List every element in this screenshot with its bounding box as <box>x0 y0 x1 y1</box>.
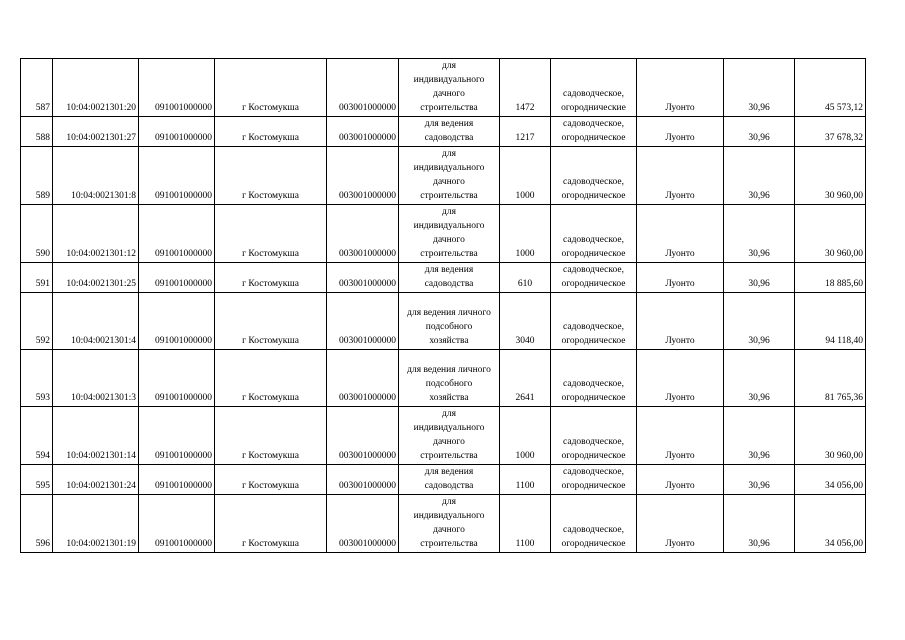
permitted-use-cell <box>399 465 500 495</box>
cadastral-value-cell: 81 765,36 <box>795 350 866 407</box>
rate-cell: 30,96 <box>724 59 795 117</box>
zone-cell: Луонто <box>637 465 724 495</box>
permitted-use-line: садоводства <box>424 279 474 289</box>
rate-cell: 30,96 <box>724 407 795 465</box>
use-category-line: садоводческое, <box>563 467 624 477</box>
use-category-line: садоводческое, <box>563 525 624 535</box>
area-cell: 1000 <box>500 407 551 465</box>
cadastral-value-cell: 34 056,00 <box>795 495 866 553</box>
rate-cell: 30,96 <box>724 205 795 263</box>
row-number-cell: 587 <box>21 59 53 117</box>
permitted-use-cell <box>399 263 500 293</box>
rate-cell: 30,96 <box>724 293 795 350</box>
permitted-use-line: строительства <box>420 191 478 201</box>
zone-cell: Луонто <box>637 117 724 147</box>
row-number-cell: 588 <box>21 117 53 147</box>
row-number-cell: 595 <box>21 465 53 495</box>
permitted-use-cell <box>399 59 500 117</box>
use-category-line: огородническое <box>561 393 626 403</box>
classifier-code-cell: 003001000000 <box>327 465 399 495</box>
use-category-line: садоводческое, <box>563 89 624 99</box>
rate-cell: 30,96 <box>724 465 795 495</box>
cadastral-number-cell: 10:04:0021301:19 <box>53 495 139 553</box>
permitted-use-cell <box>399 407 500 465</box>
use-category-line: огородническое <box>561 249 626 259</box>
use-category-line: садоводческое, <box>563 322 624 332</box>
table-row <box>21 263 866 293</box>
table-row <box>21 117 866 147</box>
locality-cell: г Костомукша <box>215 350 327 407</box>
cadastral-number-cell: 10:04:0021301:24 <box>53 465 139 495</box>
use-category-cell <box>551 117 637 147</box>
locality-cell: г Костомукша <box>215 59 327 117</box>
oktmo-code-cell: 091001000000 <box>139 495 215 553</box>
permitted-use-line: хозяйства <box>429 336 469 346</box>
permitted-use-cell <box>399 147 500 205</box>
table-row <box>21 147 866 205</box>
permitted-use-line: дачного <box>433 437 465 447</box>
cadastral-value-cell: 30 960,00 <box>795 147 866 205</box>
permitted-use-cell <box>399 293 500 350</box>
permitted-use-line: индивидуального <box>413 75 485 85</box>
table-row <box>21 495 866 553</box>
permitted-use-line: индивидуального <box>413 163 485 173</box>
use-category-cell <box>551 495 637 553</box>
use-category-line: огородническое <box>561 451 626 461</box>
permitted-use-line: дачного <box>433 177 465 187</box>
locality-cell: г Костомукша <box>215 495 327 553</box>
use-category-line: огородническое <box>561 133 626 143</box>
rate-cell: 30,96 <box>724 263 795 293</box>
permitted-use-line: дачного <box>433 89 465 99</box>
permitted-use-line: дачного <box>433 235 465 245</box>
table-row <box>21 205 866 263</box>
table-row <box>21 59 866 117</box>
permitted-use-line: для ведения <box>424 467 474 477</box>
use-category-cell <box>551 350 637 407</box>
use-category-cell <box>551 263 637 293</box>
area-cell: 3040 <box>500 293 551 350</box>
cadastral-number-cell: 10:04:0021301:20 <box>53 59 139 117</box>
row-number-cell: 596 <box>21 495 53 553</box>
cadastral-number-cell: 10:04:0021301:14 <box>53 407 139 465</box>
classifier-code-cell: 003001000000 <box>327 495 399 553</box>
locality-cell: г Костомукша <box>215 293 327 350</box>
permitted-use-line: индивидуального <box>413 511 485 521</box>
use-category-cell <box>551 59 637 117</box>
permitted-use-line: строительства <box>420 539 478 549</box>
use-category-line: огородническое <box>561 481 626 491</box>
cadastral-value-cell: 30 960,00 <box>795 407 866 465</box>
locality-cell: г Костомукша <box>215 147 327 205</box>
use-category-cell <box>551 205 637 263</box>
permitted-use-line: для ведения личного <box>407 308 491 318</box>
use-category-line: садоводческое, <box>563 177 624 187</box>
use-category-cell <box>551 407 637 465</box>
row-number-cell: 590 <box>21 205 53 263</box>
table-body <box>21 59 866 553</box>
oktmo-code-cell: 091001000000 <box>139 147 215 205</box>
area-cell: 1000 <box>500 147 551 205</box>
cadastral-number-cell: 10:04:0021301:27 <box>53 117 139 147</box>
permitted-use-line: индивидуального <box>413 221 485 231</box>
row-number-cell: 594 <box>21 407 53 465</box>
area-cell: 610 <box>500 263 551 293</box>
area-cell: 1100 <box>500 495 551 553</box>
classifier-code-cell: 003001000000 <box>327 147 399 205</box>
permitted-use-line: для ведения <box>424 119 474 129</box>
classifier-code-cell: 003001000000 <box>327 117 399 147</box>
rate-cell: 30,96 <box>724 147 795 205</box>
oktmo-code-cell: 091001000000 <box>139 465 215 495</box>
use-category-cell <box>551 147 637 205</box>
permitted-use-line: дачного <box>433 525 465 535</box>
oktmo-code-cell: 091001000000 <box>139 407 215 465</box>
permitted-use-line: для <box>442 61 456 71</box>
classifier-code-cell: 003001000000 <box>327 205 399 263</box>
table-row <box>21 407 866 465</box>
oktmo-code-cell: 091001000000 <box>139 350 215 407</box>
rate-cell: 30,96 <box>724 495 795 553</box>
permitted-use-cell <box>399 117 500 147</box>
use-category-line: садоводческое, <box>563 265 624 275</box>
permitted-use-line: подсобного <box>425 379 473 389</box>
oktmo-code-cell: 091001000000 <box>139 117 215 147</box>
rate-cell: 30,96 <box>724 117 795 147</box>
area-cell: 1217 <box>500 117 551 147</box>
locality-cell: г Костомукша <box>215 407 327 465</box>
classifier-code-cell: 003001000000 <box>327 59 399 117</box>
classifier-code-cell: 003001000000 <box>327 263 399 293</box>
zone-cell: Луонто <box>637 59 724 117</box>
cadastral-number-cell: 10:04:0021301:12 <box>53 205 139 263</box>
permitted-use-line: строительства <box>420 249 478 259</box>
classifier-code-cell: 003001000000 <box>327 293 399 350</box>
use-category-line: огородническое <box>561 539 626 549</box>
zone-cell: Луонто <box>637 205 724 263</box>
row-number-cell: 593 <box>21 350 53 407</box>
cadastral-value-cell: 18 885,60 <box>795 263 866 293</box>
permitted-use-line: хозяйства <box>429 393 469 403</box>
use-category-line: огородническое <box>561 279 626 289</box>
permitted-use-line: для ведения <box>424 265 474 275</box>
locality-cell: г Костомукша <box>215 205 327 263</box>
locality-cell: г Костомукша <box>215 117 327 147</box>
use-category-line: огороднические <box>561 103 626 113</box>
permitted-use-line: для ведения личного <box>407 365 491 375</box>
permitted-use-line: садоводства <box>424 133 474 143</box>
area-cell: 1000 <box>500 205 551 263</box>
permitted-use-cell <box>399 495 500 553</box>
oktmo-code-cell: 091001000000 <box>139 59 215 117</box>
permitted-use-cell <box>399 350 500 407</box>
permitted-use-line: индивидуального <box>413 423 485 433</box>
land-plot-registry-table <box>20 58 866 553</box>
permitted-use-line: строительства <box>420 103 478 113</box>
permitted-use-line: подсобного <box>425 322 473 332</box>
oktmo-code-cell: 091001000000 <box>139 293 215 350</box>
cadastral-value-cell: 45 573,12 <box>795 59 866 117</box>
use-category-cell <box>551 465 637 495</box>
permitted-use-cell <box>399 205 500 263</box>
zone-cell: Луонто <box>637 293 724 350</box>
cadastral-number-cell: 10:04:0021301:3 <box>53 350 139 407</box>
zone-cell: Луонто <box>637 263 724 293</box>
permitted-use-line: строительства <box>420 451 478 461</box>
use-category-line: огородническое <box>561 191 626 201</box>
classifier-code-cell: 003001000000 <box>327 407 399 465</box>
classifier-code-cell: 003001000000 <box>327 350 399 407</box>
locality-cell: г Костомукша <box>215 465 327 495</box>
permitted-use-line: для <box>442 497 456 507</box>
permitted-use-line: садоводства <box>424 481 474 491</box>
zone-cell: Луонто <box>637 350 724 407</box>
table-row <box>21 465 866 495</box>
row-number-cell: 589 <box>21 147 53 205</box>
cadastral-number-cell: 10:04:0021301:25 <box>53 263 139 293</box>
use-category-cell <box>551 293 637 350</box>
permitted-use-line: для <box>442 409 456 419</box>
use-category-line: садоводческое, <box>563 379 624 389</box>
area-cell: 1100 <box>500 465 551 495</box>
oktmo-code-cell: 091001000000 <box>139 205 215 263</box>
use-category-line: садоводческое, <box>563 119 624 129</box>
use-category-line: огородническое <box>561 336 626 346</box>
cadastral-number-cell: 10:04:0021301:8 <box>53 147 139 205</box>
cadastral-value-cell: 30 960,00 <box>795 205 866 263</box>
permitted-use-line: для <box>442 149 456 159</box>
table-row <box>21 350 866 407</box>
cadastral-value-cell: 34 056,00 <box>795 465 866 495</box>
oktmo-code-cell: 091001000000 <box>139 263 215 293</box>
cadastral-value-cell: 94 118,40 <box>795 293 866 350</box>
row-number-cell: 591 <box>21 263 53 293</box>
area-cell: 1472 <box>500 59 551 117</box>
locality-cell: г Костомукша <box>215 263 327 293</box>
zone-cell: Луонто <box>637 147 724 205</box>
cadastral-value-cell: 37 678,32 <box>795 117 866 147</box>
cadastral-number-cell: 10:04:0021301:4 <box>53 293 139 350</box>
row-number-cell: 592 <box>21 293 53 350</box>
table-row <box>21 293 866 350</box>
zone-cell: Луонто <box>637 495 724 553</box>
use-category-line: садоводческое, <box>563 235 624 245</box>
permitted-use-line: для <box>442 207 456 217</box>
zone-cell: Луонто <box>637 407 724 465</box>
use-category-line: садоводческое, <box>563 437 624 447</box>
rate-cell: 30,96 <box>724 350 795 407</box>
area-cell: 2641 <box>500 350 551 407</box>
